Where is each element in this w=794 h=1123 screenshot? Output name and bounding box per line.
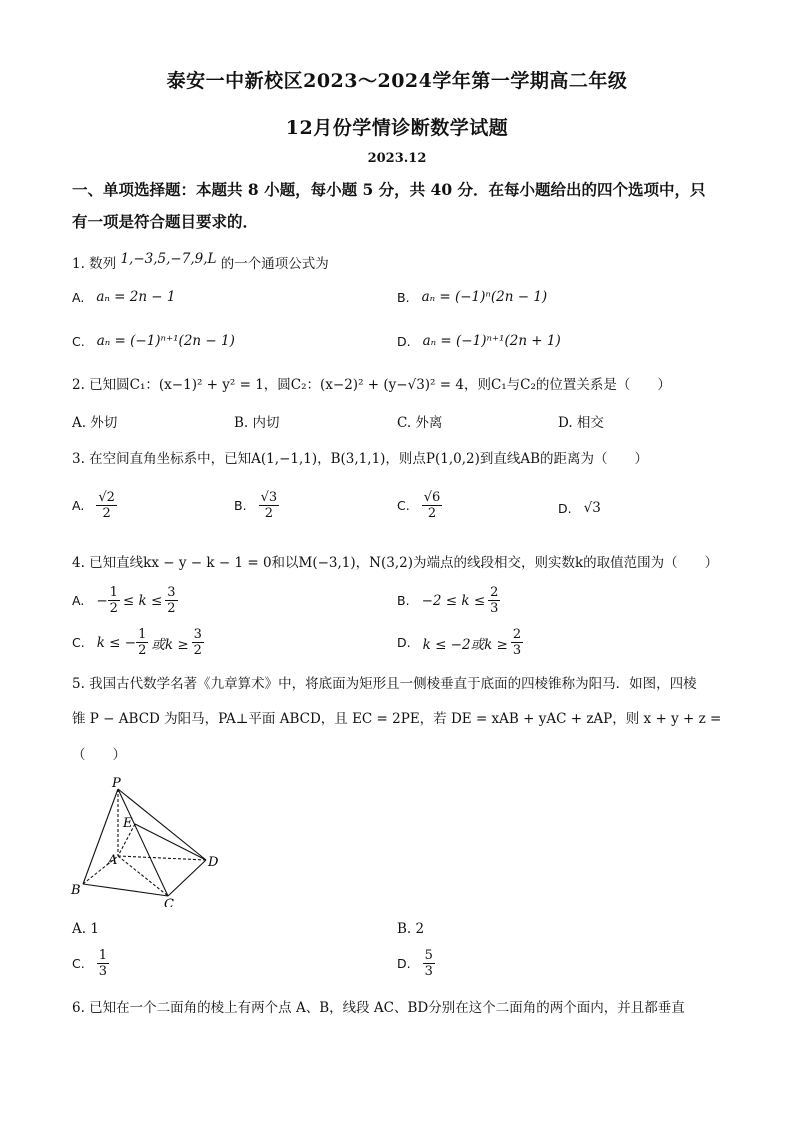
- q1-option-d[interactable]: [397, 333, 561, 349]
- q1-option-d-label: D.: [397, 333, 411, 349]
- q2-option-c[interactable]: C. 外离: [397, 415, 443, 431]
- q4-option-b[interactable]: B. −2 ≤ k ≤ $\frac{2}{3}$: [397, 585, 499, 616]
- q3-option-d[interactable]: [558, 500, 601, 516]
- q1-option-b-label: B.: [397, 289, 410, 305]
- section-heading-line2: 有一项是符合题目要求的．: [72, 212, 259, 231]
- q5-stem-line1: 5. 我国古代数学名著《九章算术》中，将底面为矩形且一侧棱垂直于底面的四棱锥称为阳马．如图，四棱: [72, 676, 697, 692]
- q5-pyramid-figure: [68, 772, 228, 907]
- edge-ad: [118, 856, 206, 860]
- q1-option-c-text: aₙ = (−1)ⁿ⁺¹(2n − 1): [96, 333, 235, 349]
- q3-option-c-fraction: $\frac{√6}{2}$: [423, 490, 441, 521]
- q3-option-a-fraction: $\frac{√2}{2}$: [98, 490, 115, 521]
- q5-option-a[interactable]: A. 1: [72, 921, 99, 937]
- q1-option-c-label: C.: [72, 333, 85, 349]
- q1-option-a[interactable]: [72, 289, 176, 305]
- exam-date: 2023.12: [367, 151, 427, 166]
- q1-option-d-text: aₙ = (−1)ⁿ⁺¹(2n + 1): [422, 333, 561, 349]
- q5-option-b[interactable]: B. 2: [397, 921, 425, 937]
- q4-option-c-label: C.: [72, 635, 85, 650]
- q2-option-b[interactable]: B. 内切: [234, 415, 280, 431]
- q4-option-a[interactable]: A. − $\frac{1}{2}$ ≤ k ≤ $\frac{3}{2}$: [72, 585, 176, 616]
- q3-option-d-label: D.: [558, 500, 572, 516]
- q5-stem-line3: （ ）: [72, 747, 126, 763]
- q1-stem: [72, 252, 329, 272]
- q5-option-d-label: D.: [397, 956, 411, 971]
- q4-stem: 4. 已知直线kx − y − k − 1 = 0和以M(−3,1)，N(3,2)为端点的线段相交，则实数k的取值范围为（ ）: [72, 555, 719, 571]
- vertex-p: P: [112, 776, 121, 791]
- q3-option-a-label: A.: [72, 498, 85, 513]
- q5-option-c-label: C.: [72, 956, 85, 971]
- q1-option-c[interactable]: [72, 333, 235, 349]
- q3-option-c[interactable]: [397, 490, 442, 521]
- q1-option-a-text: aₙ = 2n − 1: [96, 289, 176, 305]
- q4-option-d[interactable]: D. k ≤ −2或k ≥ $\frac{2}{3}$: [397, 627, 522, 658]
- section-heading-line1: 一、单项选择题：本题共 8 小题，每小题 5 分，共 40 分．在每小题给出的四个选项中，只: [72, 180, 706, 199]
- q2-option-a[interactable]: A. 外切: [72, 415, 118, 431]
- q2-option-d[interactable]: D. 相交: [558, 415, 604, 431]
- section-heading: [72, 174, 722, 238]
- q1-sequence: 1,−3,5,−7,9,L: [120, 251, 217, 267]
- q3-option-a[interactable]: [72, 490, 117, 521]
- q1-stem-tail: 的一个通项公式为: [220, 256, 329, 272]
- edge-ed: [135, 824, 206, 860]
- q1-option-b-text: aₙ = (−1)ⁿ(2n − 1): [421, 289, 548, 305]
- q4-option-a-label: A.: [72, 593, 85, 608]
- vertex-a: A: [108, 853, 118, 868]
- q6-stem: 6. 已知在一个二面角的棱上有两个点 A、B，线段 AC、BD分别在这个二面角的两个面内，并且都垂直: [72, 1000, 685, 1016]
- q3-option-b-fraction: $\frac{√3}{2}$: [260, 490, 278, 521]
- q4-option-d-label: D.: [397, 635, 411, 650]
- q1-number: 1. 数列: [72, 256, 117, 272]
- q1-option-a-label: A.: [72, 289, 85, 305]
- q3-option-c-label: C.: [397, 498, 410, 513]
- vertex-e: E: [123, 816, 133, 831]
- q1-option-b[interactable]: [397, 289, 547, 305]
- q3-option-b-label: B.: [234, 498, 247, 513]
- q5-option-d[interactable]: D. $\frac{5}{3}$: [397, 948, 433, 979]
- q3-stem: 3. 在空间直角坐标系中，已知A(1,−1,1)，B(3,1,1)，则点P(1,0,2)到直线AB的距离为（ ）: [72, 451, 649, 467]
- q2-stem: 2. 已知圆C₁：(x−1)² + y² = 1，圆C₂：(x−2)² + (y−√3)² = 4，则C₁与C₂的位置关系是（ ）: [72, 377, 671, 393]
- exam-title-line2: 12月份学情诊断数学试题: [285, 117, 509, 139]
- vertex-b: B: [71, 883, 81, 898]
- q3-option-b[interactable]: [234, 490, 279, 521]
- q5-option-c[interactable]: C. $\frac{1}{3}$: [72, 948, 107, 979]
- q4-option-b-label: B.: [397, 593, 410, 608]
- q5-stem-line2: 锥 P − ABCD 为阳马，PA⊥平面 ABCD，且 EC = 2PE，若 DE = xAB + yAC + zAP，则 x + y + z =: [72, 711, 722, 727]
- exam-title-line1: 泰安一中新校区2023～2024学年第一学期高二年级: [166, 70, 628, 92]
- edge-cd: [168, 860, 206, 896]
- q3-option-d-text: √3: [583, 500, 601, 516]
- q4-option-c[interactable]: C. k ≤ − $\frac{1}{2}$ 或k ≥ $\frac{3}{2}$: [72, 627, 202, 658]
- vertex-c: C: [164, 897, 174, 907]
- vertex-d: D: [208, 855, 219, 870]
